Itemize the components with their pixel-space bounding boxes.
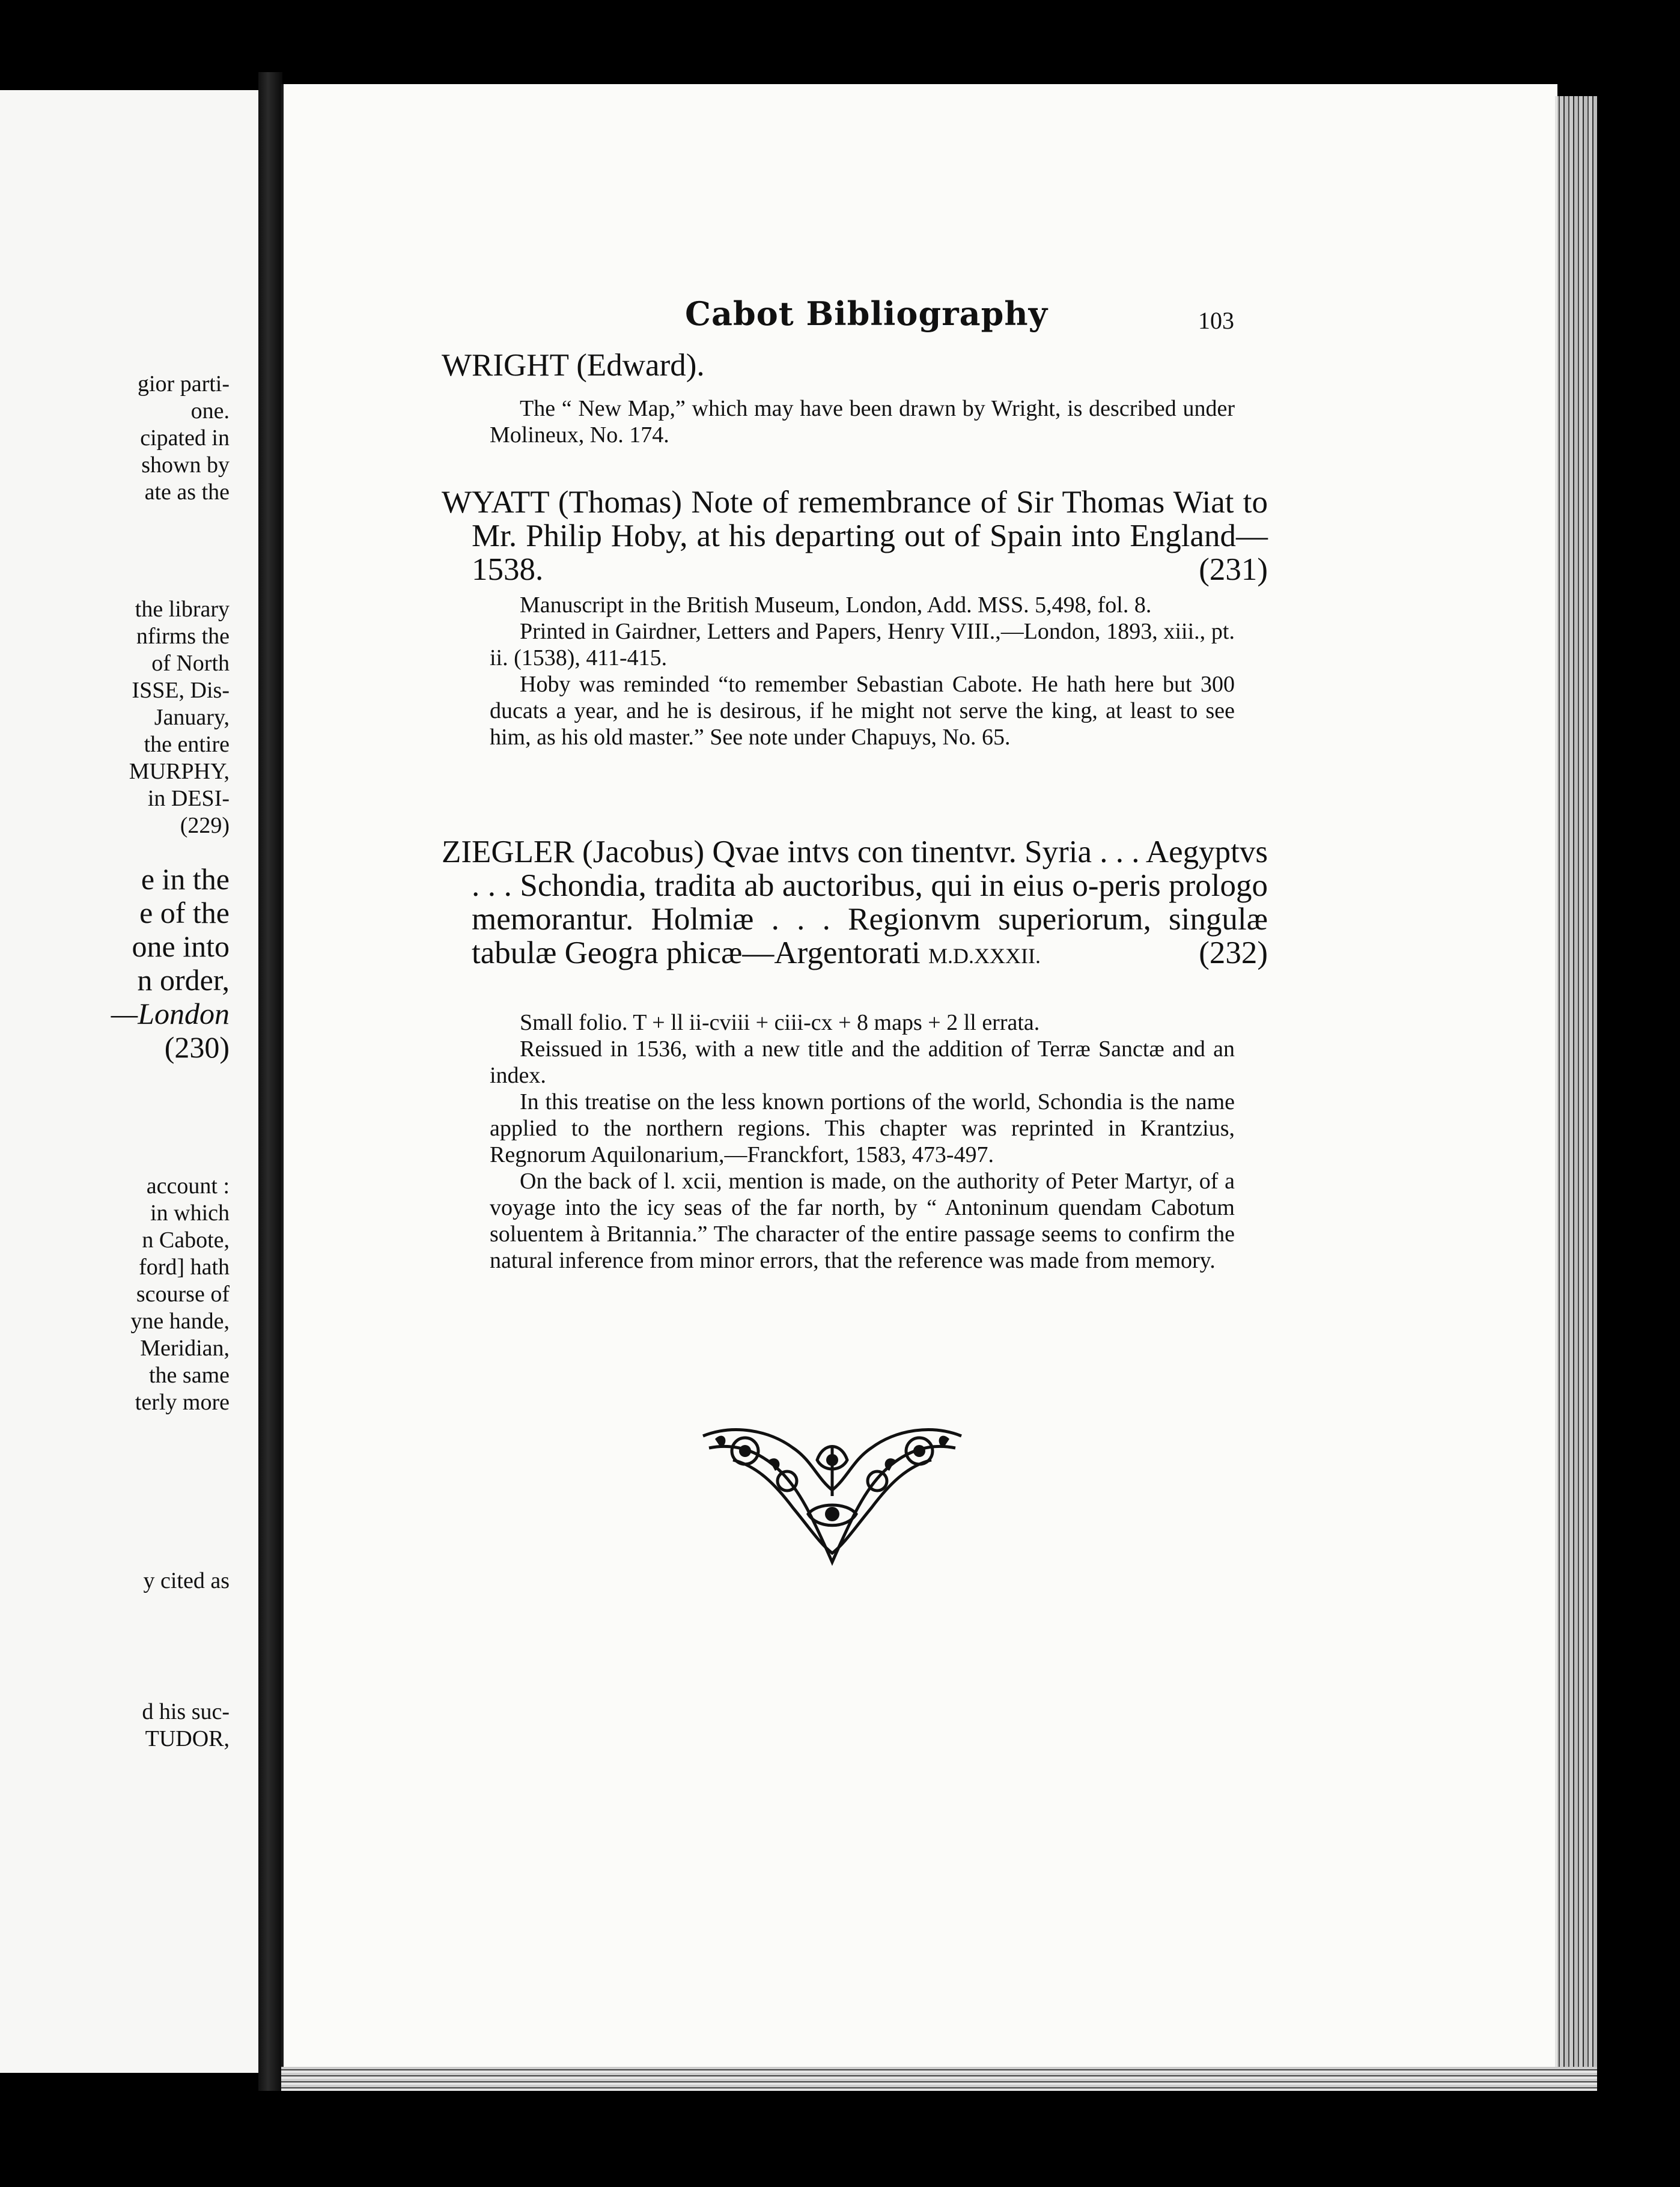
left-page-line: nfirms the — [136, 624, 230, 649]
note-paragraph: On the back of l. xcii, mention is made, on the authority of Peter Martyr, of a voyage into the icy seas of the far north, by “ Antoninum quendam Cabotum soluentem à Britannia.” The character of the entire passage seems to confirm the natural inference from minor errors, that the reference was made from memory. — [490, 1169, 1235, 1273]
note-paragraph: Small folio. T + ll ii-cviii + ciii-cx + 8 maps + 2 ll errata. — [520, 1010, 1040, 1035]
left-page-line: cipated in — [140, 425, 230, 451]
left-page-line: shown by — [141, 452, 230, 478]
book-gutter — [258, 72, 282, 2091]
entry-heading-wyatt — [442, 485, 1268, 586]
left-page-line: —London — [111, 997, 230, 1030]
bottom-edges — [281, 2067, 1597, 2091]
left-page-line: scourse of — [136, 1282, 230, 1307]
left-page-line: Meridian, — [140, 1336, 230, 1361]
left-page-line: in DESI- — [147, 786, 230, 811]
note-paragraph: Hoby was reminded “to remember Sebastian Cabote. He hath here but 300 ducats a year, and he is desirous, if he might not serve the king, at least to see him, as his old master.” See note under Chapuys, No. 65. — [490, 672, 1235, 750]
entry-notes-wright — [490, 395, 1235, 448]
entry-title: Qvae intvs con tinentvr. Syria . . . Aegyptvs . . . Schondia, tradita ab auctoribus, qui in eius o-peris prologo memorantur. Holmiæ . . . Regionvm superiorum, singulæ tabulæ Geogra phicæ—Argentorati — [472, 835, 1268, 970]
note-paragraph: Manuscript in the British Museum, London, Add. MSS. 5,498, fol. 8. — [520, 592, 1152, 618]
note-paragraph: The “ New Map,” which may have been drawn by Wright, is described under Molineux, No. 174. — [490, 396, 1235, 448]
entry-imprint: M.D.XXXII. — [928, 944, 1041, 968]
entry-author: ZIEGLER (Jacobus) — [442, 835, 705, 869]
entry-notes-wyatt — [490, 592, 1235, 750]
entry-author: WYATT (Thomas) — [442, 485, 682, 520]
entry-title: Note of remembrance of Sir Thomas Wiat to Mr. Philip Hoby, at his departing out of Spain into England—1538. — [472, 485, 1268, 587]
left-page-line: MURPHY, — [129, 759, 230, 784]
note-paragraph: Reissued in 1536, with a new title and the addition of Terræ Sanctæ and an index. — [490, 1036, 1235, 1088]
ornament-tailpiece — [697, 1424, 967, 1574]
left-page-line: e of the — [139, 896, 230, 929]
left-page-line: terly more — [135, 1390, 230, 1415]
entry-heading-ziegler — [442, 835, 1268, 973]
page-number: 103 — [1198, 307, 1234, 334]
left-page-line: ISSE, Dis- — [132, 678, 230, 703]
left-page-line: January, — [154, 705, 230, 730]
left-page-line: one into — [132, 929, 230, 963]
left-page-line: gior parti- — [137, 371, 230, 397]
note-paragraph: In this treatise on the less known portions of the world, Schondia is the name applied to the northern regions. This chapter was reprinted in Krantzius, Regnorum Aquilonarium,—Franckfort, 1583, 473-497. — [490, 1089, 1235, 1167]
left-page-line: y cited as — [143, 1568, 230, 1593]
left-page-line: ford] hath — [139, 1255, 230, 1280]
left-page-line: of North — [151, 651, 230, 676]
facing-page — [0, 90, 260, 2073]
entry-number: (231) — [1199, 552, 1268, 587]
left-page-line: the entire — [144, 732, 230, 757]
note-paragraph: Printed in Gairdner, Letters and Papers, Henry VIII.,—London, 1893, xiii., pt. ii. (1538), 411-415. — [490, 619, 1235, 671]
entry-notes-ziegler — [490, 1009, 1235, 1274]
left-page-line: account : — [146, 1173, 230, 1199]
left-page-line: in which — [150, 1200, 230, 1226]
left-page-line: (229) — [180, 813, 230, 838]
running-title: Cabot Bibliography — [685, 294, 1048, 333]
left-page-line: the library — [135, 597, 230, 622]
left-page-line: n Cabote, — [142, 1227, 230, 1253]
left-page-line: yne hande, — [130, 1309, 230, 1334]
left-page-line: the same — [148, 1363, 230, 1388]
page-edges — [1555, 96, 1597, 2079]
left-page-line: one. — [190, 398, 230, 424]
left-page-line: n order, — [137, 963, 230, 997]
left-page-line: d his suc- — [142, 1699, 230, 1724]
left-page-line: ate as the — [144, 479, 230, 505]
left-page-line: TUDOR, — [145, 1726, 230, 1751]
entry-number: (232) — [1199, 935, 1268, 970]
left-page-line: e in the — [141, 862, 230, 896]
left-page-line: (230) — [164, 1030, 230, 1064]
entry-heading-wright: WRIGHT (Edward). — [442, 348, 705, 383]
